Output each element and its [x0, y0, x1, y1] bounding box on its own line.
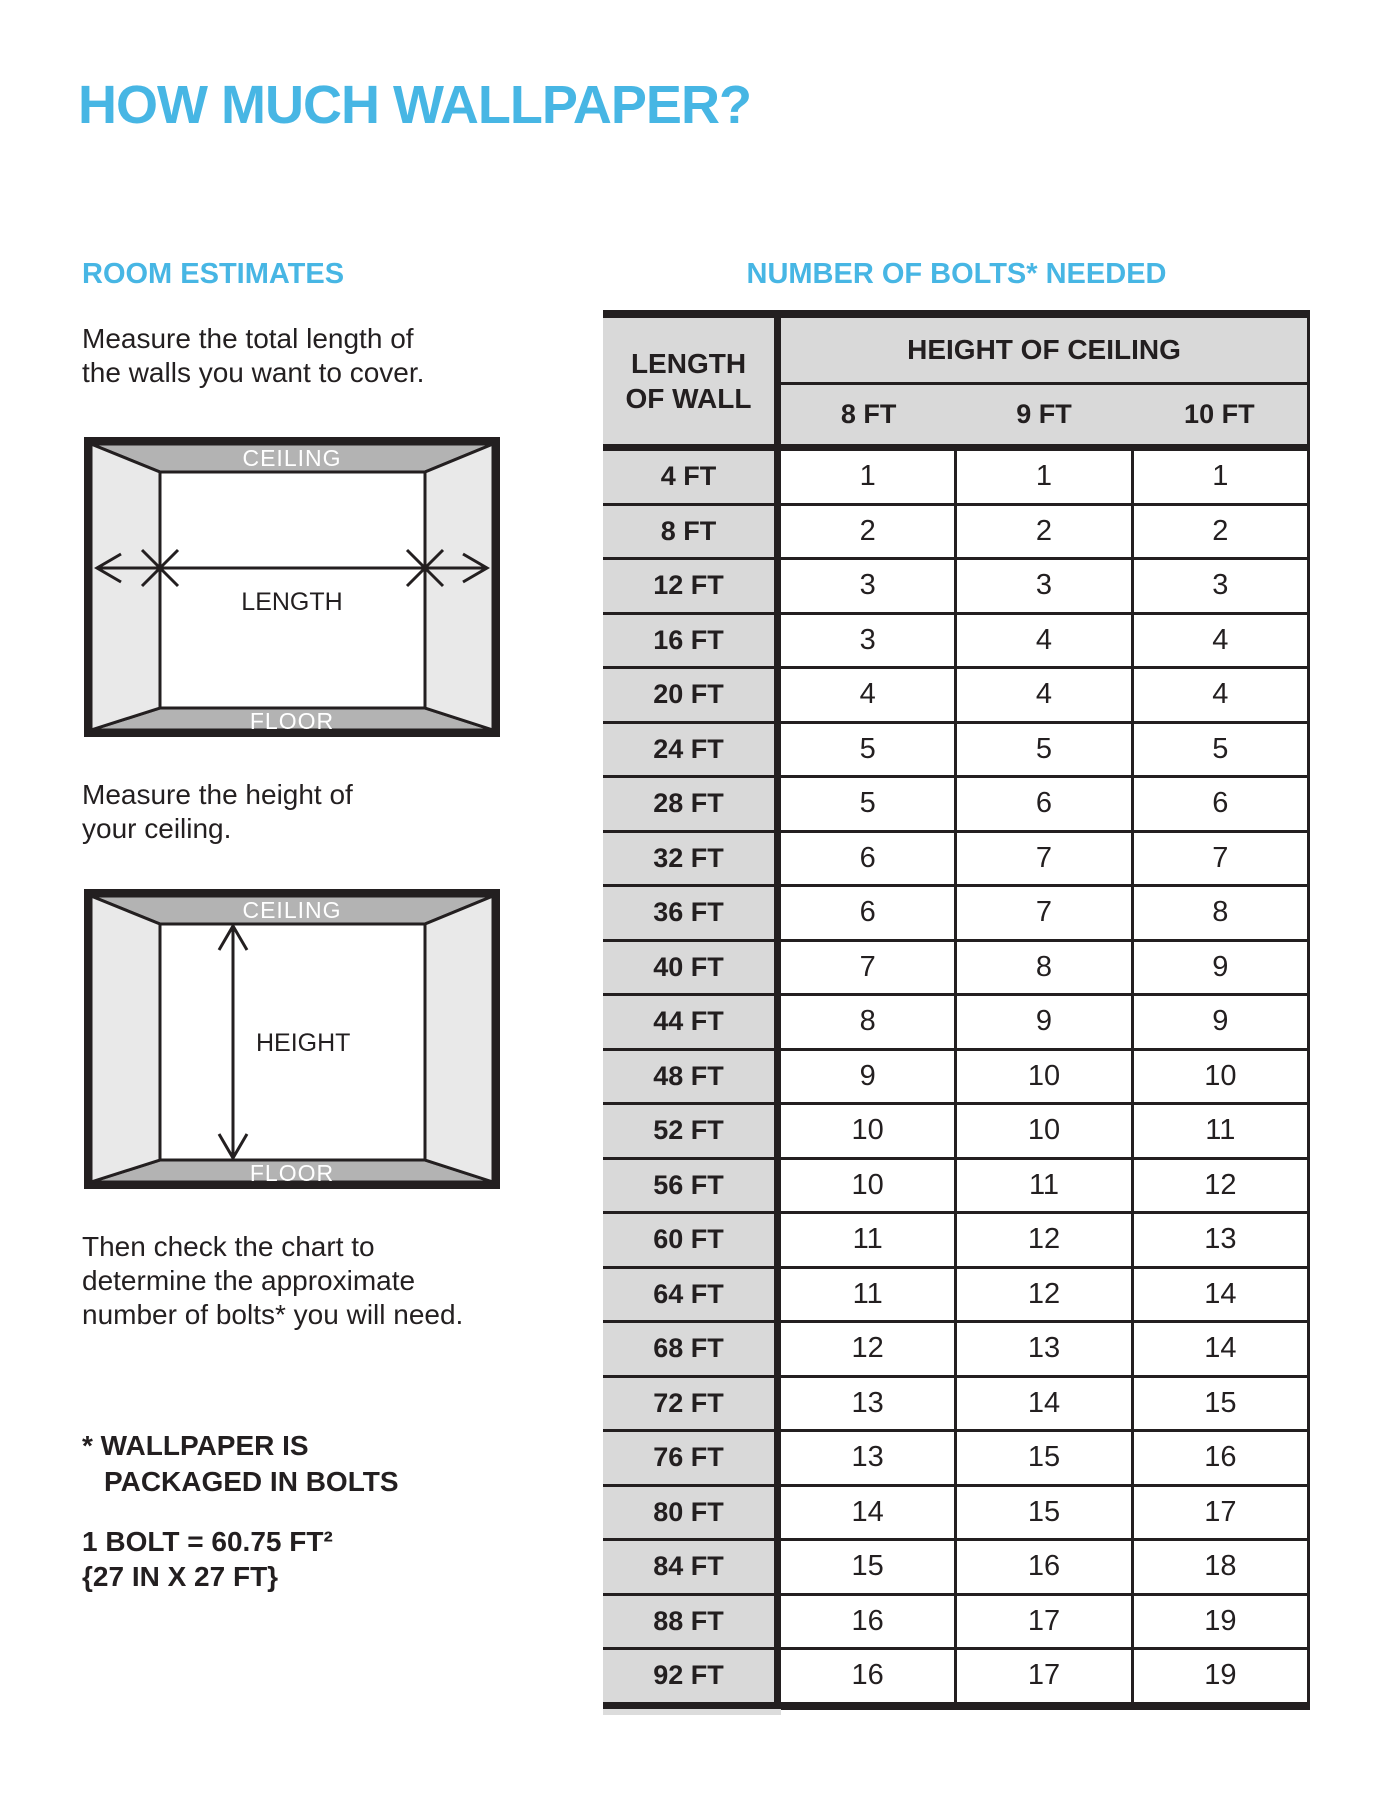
bolt-count-cell: 13 — [781, 1378, 954, 1430]
bolt-count-cell: 10 — [954, 1105, 1130, 1157]
bolt-count-cell: 7 — [1131, 833, 1307, 885]
bolt-count-cell: 8 — [954, 942, 1130, 994]
bolt-count-cell: 14 — [954, 1378, 1130, 1430]
bolt-count-cell: 15 — [954, 1487, 1130, 1539]
length-label: LENGTH — [241, 588, 343, 616]
bolt-count-cell: 15 — [954, 1432, 1130, 1484]
table-row — [603, 833, 1307, 888]
table-header — [603, 318, 1310, 444]
floor-label: FLOOR — [249, 1160, 335, 1186]
table-row — [603, 1269, 1307, 1324]
wall-length-cell: 84 FT — [603, 1541, 781, 1593]
page-title: HOW MUCH WALLPAPER? — [78, 75, 751, 135]
wall-length-cell: 28 FT — [603, 778, 781, 830]
table-row — [603, 1650, 1307, 1702]
bolt-count-cell: 6 — [781, 887, 954, 939]
bolt-count-cell: 10 — [954, 1051, 1130, 1103]
bolt-count-cell: 13 — [781, 1432, 954, 1484]
bolts-table — [603, 310, 1310, 1710]
wall-length-cell: 64 FT — [603, 1269, 781, 1321]
length-of-wall-header — [603, 318, 781, 444]
bolt-count-cell: 8 — [781, 996, 954, 1048]
column-header-10ft: 10 FT — [1184, 399, 1255, 429]
instruction-line: Then check the chart to — [82, 1231, 375, 1262]
bolt-count-cell: 11 — [781, 1269, 954, 1321]
table-row — [603, 887, 1307, 942]
bolt-count-cell: 10 — [1131, 1051, 1307, 1103]
table-row — [603, 1160, 1307, 1215]
bolt-count-cell: 7 — [954, 833, 1130, 885]
header-divider-bar — [603, 444, 1310, 451]
bolt-count-cell: 7 — [781, 942, 954, 994]
table-row — [603, 996, 1307, 1051]
wall-length-cell: 48 FT — [603, 1051, 781, 1103]
bolt-count-cell: 13 — [954, 1323, 1130, 1375]
bolt-count-cell: 17 — [1131, 1487, 1307, 1539]
bolts-footnote — [82, 1428, 399, 1500]
footnote-line: * WALLPAPER IS — [82, 1430, 309, 1461]
table-top-border — [603, 310, 1310, 318]
bolt-count-cell: 4 — [1131, 669, 1307, 721]
wall-length-cell: 52 FT — [603, 1105, 781, 1157]
wall-length-cell: 16 FT — [603, 615, 781, 667]
bolt-count-cell: 12 — [954, 1214, 1130, 1266]
bolt-count-cell: 12 — [1131, 1160, 1307, 1212]
wall-length-cell: 92 FT — [603, 1650, 781, 1702]
wall-length-cell: 24 FT — [603, 724, 781, 776]
room-height-diagram — [84, 889, 500, 1189]
bolt-count-cell: 3 — [1131, 560, 1307, 612]
bolt-count-cell: 2 — [1131, 506, 1307, 558]
height-label: HEIGHT — [256, 1029, 351, 1057]
bolt-count-cell: 11 — [781, 1214, 954, 1266]
left-wall — [91, 444, 160, 730]
measure-height-instruction — [82, 778, 353, 846]
right-wall — [425, 896, 493, 1182]
table-row — [603, 1432, 1307, 1487]
bolt-count-cell: 17 — [954, 1596, 1130, 1648]
table-row — [603, 1596, 1307, 1651]
table-row — [603, 669, 1307, 724]
bolt-count-cell: 16 — [954, 1541, 1130, 1593]
bolt-count-cell: 16 — [781, 1596, 954, 1648]
bolt-count-cell: 16 — [1131, 1432, 1307, 1484]
table-row — [603, 615, 1307, 670]
bolt-count-cell: 9 — [1131, 942, 1307, 994]
ceiling-header-group — [781, 318, 1307, 444]
table-row — [603, 506, 1307, 561]
bolt-count-cell: 1 — [1131, 451, 1307, 503]
wall-length-cell: 72 FT — [603, 1378, 781, 1430]
bolt-count-cell: 1 — [781, 451, 954, 503]
bolt-count-cell: 11 — [1131, 1105, 1307, 1157]
wall-length-cell: 36 FT — [603, 887, 781, 939]
measure-length-instruction — [82, 322, 424, 390]
bolt-count-cell: 15 — [781, 1541, 954, 1593]
bolt-count-cell: 9 — [1131, 996, 1307, 1048]
column-header-9ft: 9 FT — [1016, 399, 1072, 429]
wall-length-cell: 32 FT — [603, 833, 781, 885]
bolt-count-cell: 5 — [1131, 724, 1307, 776]
wall-length-cell: 8 FT — [603, 506, 781, 558]
wall-length-cell: 20 FT — [603, 669, 781, 721]
bolt-count-cell: 6 — [954, 778, 1130, 830]
bolt-size-line: 1 BOLT = 60.75 FT² — [82, 1526, 333, 1557]
bolt-count-cell: 3 — [954, 560, 1130, 612]
wall-length-cell: 56 FT — [603, 1160, 781, 1212]
bolt-count-cell: 1 — [954, 451, 1130, 503]
right-wall — [425, 444, 493, 730]
instruction-line: your ceiling. — [82, 813, 232, 844]
bolt-count-cell: 15 — [1131, 1378, 1307, 1430]
table-row — [603, 1487, 1307, 1542]
wall-length-cell: 4 FT — [603, 451, 781, 503]
bolt-count-cell: 3 — [781, 615, 954, 667]
height-of-ceiling-header: HEIGHT OF CEILING — [781, 318, 1307, 385]
table-body — [603, 451, 1310, 1702]
bolt-size-line: {27 IN X 27 FT} — [82, 1561, 279, 1592]
bolts-needed-heading: NUMBER OF BOLTS* NEEDED — [746, 258, 1167, 290]
wall-length-cell: 80 FT — [603, 1487, 781, 1539]
bolt-count-cell: 9 — [954, 996, 1130, 1048]
floor-label: FLOOR — [249, 708, 335, 734]
table-row — [603, 1378, 1307, 1433]
bolt-count-cell: 13 — [1131, 1214, 1307, 1266]
table-row — [603, 1105, 1307, 1160]
room-estimates-heading: ROOM ESTIMATES — [82, 258, 345, 290]
wall-length-cell: 88 FT — [603, 1596, 781, 1648]
bolt-count-cell: 18 — [1131, 1541, 1307, 1593]
instruction-line: number of bolts* you will need. — [82, 1299, 464, 1330]
bolt-count-cell: 7 — [954, 887, 1130, 939]
wall-length-cell: 40 FT — [603, 942, 781, 994]
table-row — [603, 1214, 1307, 1269]
bolt-count-cell: 14 — [1131, 1323, 1307, 1375]
wall-length-cell: 60 FT — [603, 1214, 781, 1266]
wall-length-cell: 76 FT — [603, 1432, 781, 1484]
bolt-count-cell: 4 — [954, 669, 1130, 721]
instruction-line: the walls you want to cover. — [82, 357, 425, 388]
header-line: OF WALL — [625, 383, 752, 414]
bolt-count-cell: 14 — [1131, 1269, 1307, 1321]
table-row — [603, 451, 1307, 506]
column-header-8ft: 8 FT — [840, 399, 897, 429]
bolt-count-cell: 17 — [954, 1650, 1130, 1702]
left-wall — [91, 896, 160, 1182]
bolt-count-cell: 14 — [781, 1487, 954, 1539]
check-chart-instruction — [82, 1230, 463, 1332]
bolt-count-cell: 2 — [781, 506, 954, 558]
wall-length-cell: 12 FT — [603, 560, 781, 612]
bolt-count-cell: 11 — [954, 1160, 1130, 1212]
bolt-count-cell: 10 — [781, 1105, 954, 1157]
table-shadow — [603, 1709, 781, 1715]
table-row — [603, 560, 1307, 615]
footnote-line: PACKAGED IN BOLTS — [104, 1466, 399, 1497]
bolt-count-cell: 5 — [781, 724, 954, 776]
bolt-count-cell: 4 — [781, 669, 954, 721]
bolt-count-cell: 19 — [1131, 1596, 1307, 1648]
ceiling-height-columns — [781, 385, 1307, 444]
header-line: LENGTH — [630, 348, 747, 379]
bolt-count-cell: 10 — [781, 1160, 954, 1212]
bolt-count-cell: 6 — [1131, 778, 1307, 830]
table-row — [603, 1541, 1307, 1596]
bolt-count-cell: 6 — [781, 833, 954, 885]
instruction-line: Measure the total length of — [82, 323, 414, 354]
bolt-count-cell: 2 — [954, 506, 1130, 558]
bolt-count-cell: 5 — [954, 724, 1130, 776]
bolt-count-cell: 4 — [1131, 615, 1307, 667]
room-length-diagram — [84, 437, 500, 737]
table-row — [603, 1323, 1307, 1378]
bolt-count-cell: 5 — [781, 778, 954, 830]
ceiling-label: CEILING — [242, 897, 342, 923]
instruction-line: Measure the height of — [82, 779, 353, 810]
table-row — [603, 1051, 1307, 1106]
bolt-count-cell: 4 — [954, 615, 1130, 667]
bolt-count-cell: 9 — [781, 1051, 954, 1103]
bolt-count-cell: 19 — [1131, 1650, 1307, 1702]
instruction-line: determine the approximate — [82, 1265, 416, 1296]
bolt-size-info — [82, 1524, 333, 1594]
bolt-count-cell: 8 — [1131, 887, 1307, 939]
bolt-count-cell: 3 — [781, 560, 954, 612]
ceiling-label: CEILING — [242, 445, 342, 471]
wall-length-cell: 68 FT — [603, 1323, 781, 1375]
table-row — [603, 778, 1307, 833]
bolt-count-cell: 16 — [781, 1650, 954, 1702]
wall-length-cell: 44 FT — [603, 996, 781, 1048]
bolt-count-cell: 12 — [954, 1269, 1130, 1321]
bolt-count-cell: 12 — [781, 1323, 954, 1375]
table-row — [603, 724, 1307, 779]
table-row — [603, 942, 1307, 997]
